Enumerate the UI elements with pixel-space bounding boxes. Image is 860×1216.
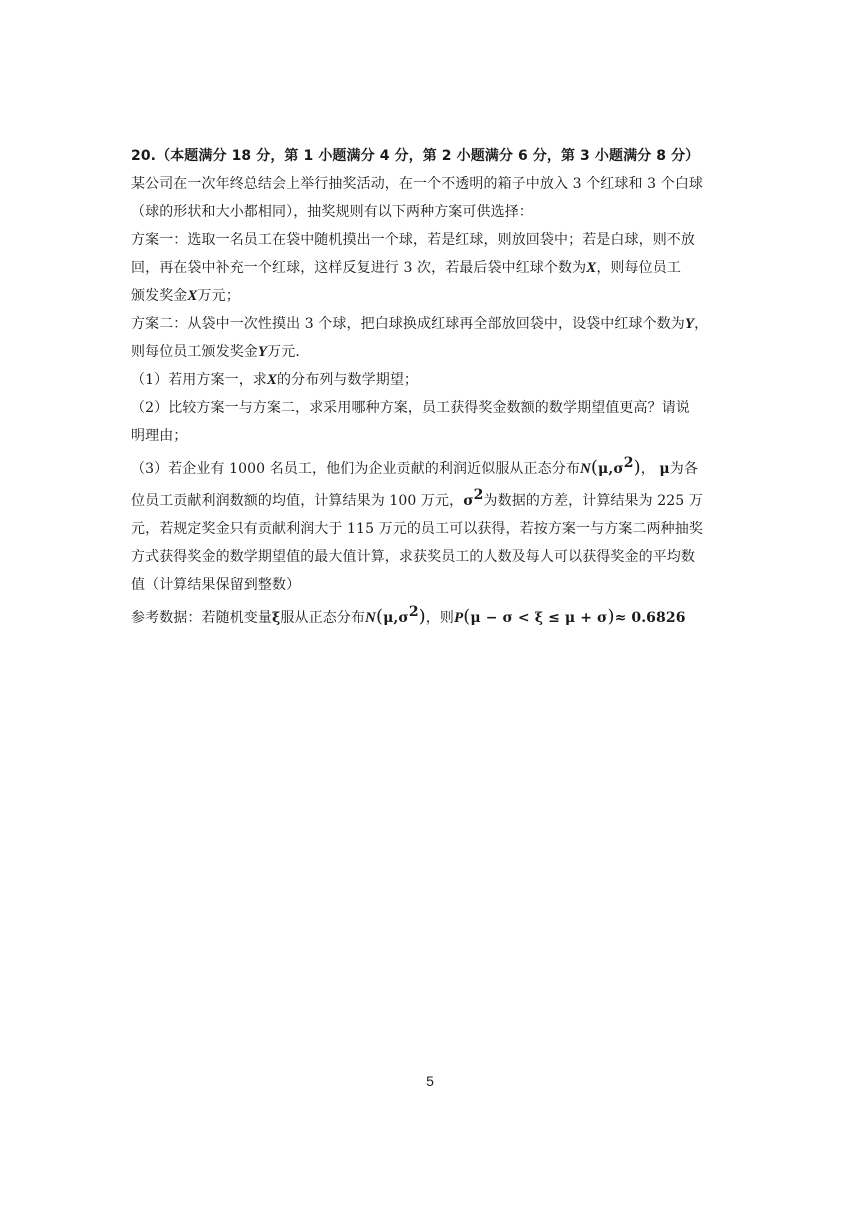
plan2-line-1	[131, 314, 731, 334]
subquestion-1	[131, 370, 731, 390]
paren-open: (	[590, 457, 598, 478]
plan2-text: ，	[694, 316, 709, 332]
probability-value: ≈ 0.6826	[614, 610, 686, 626]
subquestion-3-line-5: 值（计算结果保留到整数）	[131, 577, 301, 593]
symbol-xi: ξ	[272, 610, 281, 626]
reference-data	[131, 604, 731, 628]
variable-y: Y	[257, 344, 268, 360]
plan1-line-1: 方案一：选取一名员工在袋中随机摸出一个球，若是红球，则放回袋中；若是白球，则不放	[131, 232, 695, 248]
question-heading: 20.（本题满分 18 分，第 1 小题满分 4 分，第 2 小题满分 6 分，第 3 小题满分 8 分）	[131, 148, 700, 164]
paren-close: )	[607, 606, 615, 627]
plan2-text: 万元．	[267, 344, 310, 360]
probability-interval: μ − σ < ξ ≤ μ + σ	[470, 610, 608, 626]
plan1-text: ，则每位员工	[596, 260, 681, 276]
intro-line-1: 某公司在一次年终总结会上举行抽奖活动，在一个不透明的箱子中放入 3 个红球和 3 个白球	[131, 176, 704, 192]
paren-open: (	[375, 606, 384, 627]
dist-params: μ,σ	[383, 610, 409, 626]
q3-text: 位员工贡献利润数额的均值，计算结果为 100 万元，	[131, 493, 464, 509]
subquestion-2-line-1: （2）比较方案一与方案二，求采用哪种方案，员工获得奖金数额的数学期望值更高？请说	[131, 400, 690, 416]
symbol-mu: μ	[659, 461, 670, 477]
plan1-line-2	[131, 258, 731, 278]
intro-line-2: （球的形状和大小都相同），抽奖规则有以下两种方案可供选择：	[131, 204, 533, 220]
subquestion-3-line-1	[131, 455, 731, 479]
normal-dist-n: N	[579, 461, 591, 477]
ref-text: 参考数据：若随机变量	[131, 610, 272, 626]
normal-dist-n: N	[365, 610, 376, 626]
superscript-2: 2	[623, 455, 634, 471]
variable-x: X	[187, 288, 198, 304]
subquestion-2-line-2: 明理由；	[131, 428, 188, 444]
q3-text: （3）若企业有 1000 名员工，他们为企业贡献的利润近似服从正态分布	[131, 461, 580, 477]
q1-text: 的分布列与数学期望；	[277, 372, 419, 388]
subquestion-3-line-2	[131, 487, 731, 511]
ref-text: 服从正态分布	[280, 610, 366, 626]
variable-x: X	[586, 260, 597, 276]
q1-text: （1）若用方案一，求	[131, 372, 267, 388]
symbol-sigma: σ	[463, 493, 474, 509]
plan2-text: 则每位员工颁发奖金	[131, 344, 258, 360]
superscript-2: 2	[473, 487, 484, 503]
dist-params: μ,σ	[598, 461, 624, 477]
subquestion-3-line-4: 方式获得奖金的数学期望值的最大值计算，求获奖员工的人数及每人可以获得奖金的平均数	[131, 549, 695, 565]
q3-text: 为数据的方差，计算结果为 225 万	[483, 493, 703, 509]
paren-close: )	[633, 457, 641, 478]
plan2-line-2	[131, 342, 731, 362]
page-number: 5	[426, 1073, 434, 1089]
q3-text: 为各	[669, 461, 698, 477]
superscript-2: 2	[408, 604, 419, 620]
paren-close: )	[418, 606, 426, 627]
variable-y: Y	[684, 316, 695, 332]
plan1-line-3	[131, 286, 731, 306]
paren-open: (	[463, 606, 471, 627]
comma: ，	[640, 461, 660, 477]
subquestion-3-line-3: 元，若规定奖金只有贡献利润大于 115 万元的员工可以获得，若按方案一与方案二两种抽奖	[131, 521, 703, 537]
question-20	[131, 146, 731, 636]
variable-x: X	[266, 372, 278, 388]
plan1-text: 万元；	[197, 288, 240, 304]
probability-p: P	[454, 610, 464, 626]
plan1-text: 回，再在袋中补充一个红球，这样反复进行 3 次，若最后袋中红球个数为	[131, 260, 587, 276]
plan2-text: 方案二：从袋中一次性摸出 3 个球，把白球换成红球再全部放回袋中，设袋中红球个数为	[131, 316, 685, 332]
ref-text: ，则	[425, 610, 454, 626]
plan1-text: 颁发奖金	[131, 288, 188, 304]
